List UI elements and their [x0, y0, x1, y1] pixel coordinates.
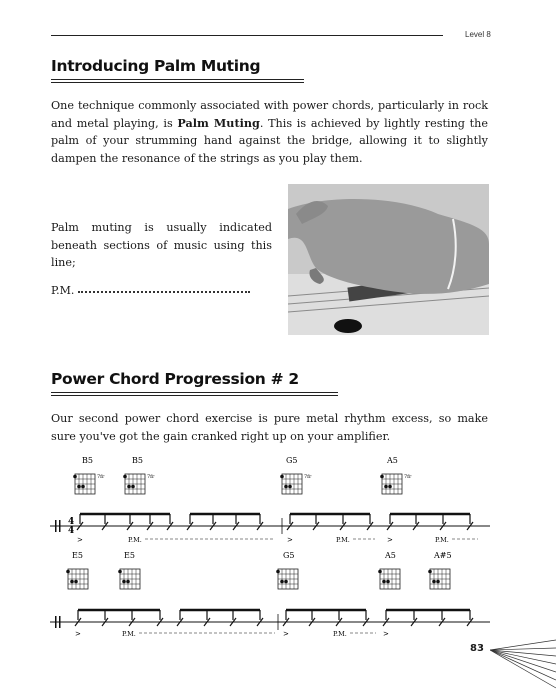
intro-paragraph: One technique commonly associated with power chords, particularly in rock and metal playing, is Palm Muting. This is achieved by lightly resting the palm of your strumming hand against the bridge, allowing it to slightly dampen the resonance of the strings as you play them. — [51, 99, 488, 165]
chord-name: A5 — [385, 551, 396, 560]
page-number: 83 — [470, 643, 484, 654]
accent: > — [77, 536, 83, 544]
title-underline-2 — [51, 392, 338, 396]
time-sig-bottom: 4 — [68, 526, 75, 536]
palm-muting-photo — [288, 184, 489, 335]
palm-muting-indicator-text: Palm muting is usually indicated beneath sections of music using this line; — [51, 221, 272, 269]
accent: > — [283, 630, 289, 638]
accent: > — [75, 630, 81, 638]
pm-dotted-line — [78, 291, 250, 293]
accent: > — [383, 630, 389, 638]
section-title-palm-muting: Introducing Palm Muting — [51, 57, 261, 75]
chord-name: G5 — [286, 456, 298, 465]
chord-name: E5 — [124, 551, 135, 560]
chord-name: A#5 — [434, 551, 452, 560]
title-underline — [51, 79, 304, 83]
pm-label: P.M. — [51, 284, 75, 297]
level-label: Level 8 — [465, 30, 491, 39]
fret-marker: 7fr — [97, 474, 105, 480]
pm-marking: P.M. — [128, 536, 142, 544]
pm-marking: P.M. — [435, 536, 449, 544]
accent: > — [387, 536, 393, 544]
fret-marker: 7fr — [147, 474, 155, 480]
fret-marker: 7fr — [404, 474, 412, 480]
chord-name: G5 — [283, 551, 295, 560]
chord-name: B5 — [82, 456, 93, 465]
time-sig-top: 4 — [68, 517, 75, 527]
header-rule — [51, 35, 443, 36]
progression-paragraph: Our second power chord exercise is pure metal rhythm excess, so make sure you've got the gain cranked right up on your amplifier. — [51, 412, 488, 443]
pm-marking: P.M. — [122, 630, 136, 638]
pm-marking: P.M. — [336, 536, 350, 544]
chord-name: A5 — [387, 456, 398, 465]
rhythm-notation — [50, 452, 500, 642]
section-title-progression: Power Chord Progression # 2 — [51, 370, 299, 388]
corner-decoration — [490, 638, 556, 696]
pm-marking: P.M. — [333, 630, 347, 638]
fret-marker: 7fr — [304, 474, 312, 480]
chord-name: B5 — [132, 456, 143, 465]
chord-name: E5 — [72, 551, 83, 560]
accent: > — [287, 536, 293, 544]
